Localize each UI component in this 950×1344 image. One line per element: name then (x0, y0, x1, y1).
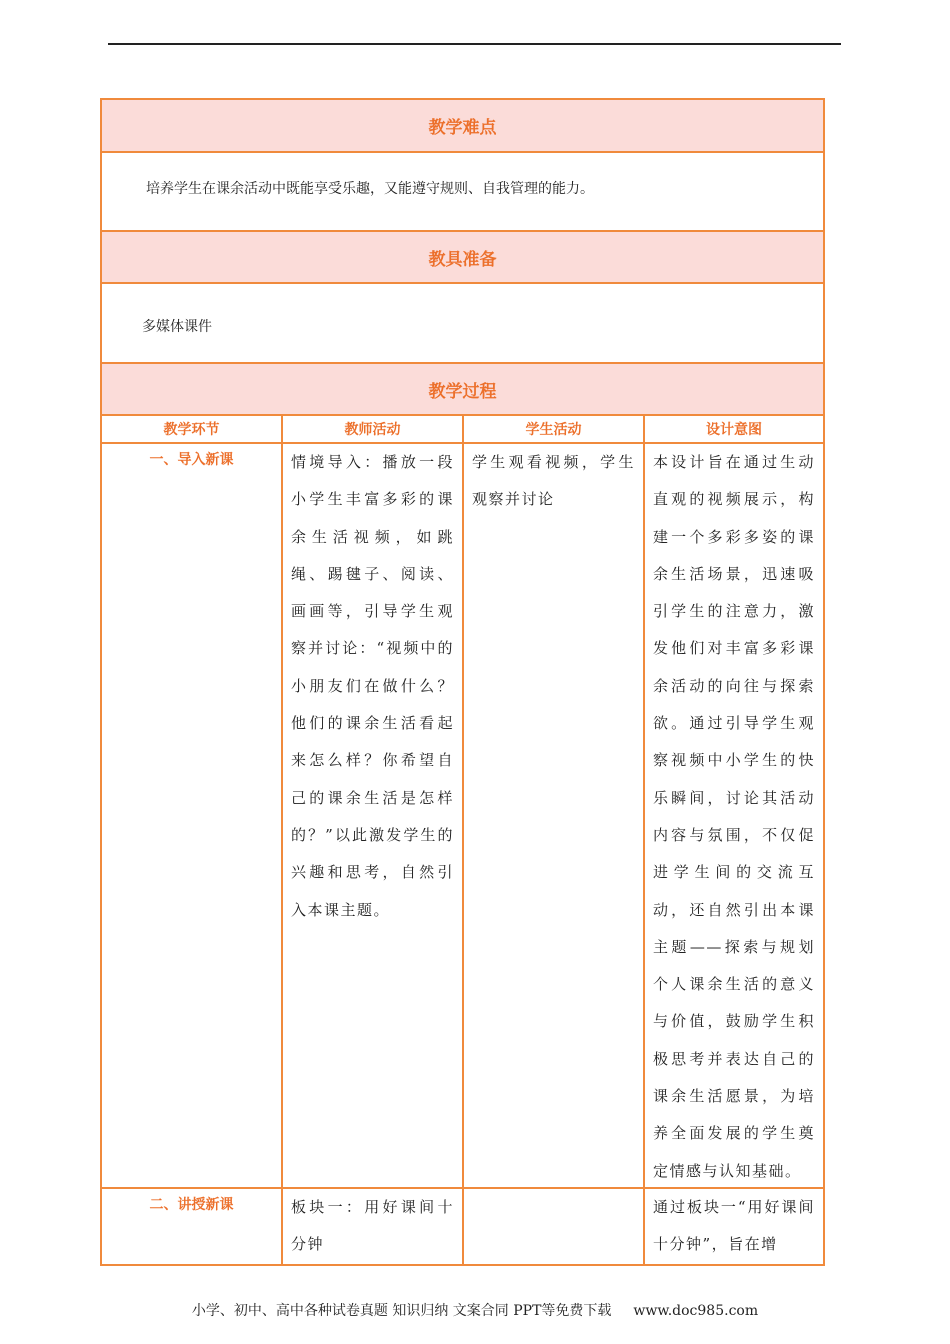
section-title-difficulty: 教学难点 (102, 100, 823, 153)
difficulty-text: 培养学生在课余活动中既能享受乐趣，又能遵守规则、自我管理的能力。 (102, 153, 823, 232)
lesson-plan-table (100, 98, 825, 1266)
design-intent-cell: 本设计旨在通过生动直观的视频展示，构建一个多彩多姿的课余生活场景，迅速吸引学生的注意力，激发他们对丰富多彩课余活动的向往与探索欲。通过引导学生观察视频中小学生的快乐瞬间，讨论其活动内容与氛围，不仅促进学生间的交流互动，还自然引出本课主题——探索与规划个人课余生活的意义与价值，鼓励学生积极思考并表达自己的课余生活愿景，为培养全面发展的学生奠定情感与认知基础。 (645, 444, 823, 1189)
stage-cell: 一、导入新课 (102, 444, 283, 1189)
student-activity-cell (464, 1189, 645, 1264)
section-title-materials: 教具准备 (102, 232, 823, 284)
teacher-activity-cell: 情境导入：播放一段小学生丰富多彩的课余生活视频，如跳绳、踢毽子、阅读、画画等，引导学生观察并讨论：“视频中的小朋友们在做什么？他们的课余生活看起来怎么样？你希望自己的课余生活是怎样的？”以此激发学生的兴趣和思考，自然引入本课主题。 (283, 444, 464, 1189)
column-header-intent: 设计意图 (645, 416, 823, 444)
section-title-process: 教学过程 (102, 364, 823, 416)
stage-cell: 二、讲授新课 (102, 1189, 283, 1264)
footer-text: 小学、初中、高中各种试卷真题 知识归纳 文案合同 PPT等免费下载 (191, 1303, 612, 1319)
student-activity-cell: 学生观看视频，学生观察并讨论 (464, 444, 645, 1189)
column-header-teacher: 教师活动 (283, 416, 464, 444)
table-row (102, 444, 823, 1189)
teacher-activity-cell: 板块一：用好课间十分钟 (283, 1189, 464, 1264)
page-footer (0, 1300, 950, 1320)
column-header-student: 学生活动 (464, 416, 645, 444)
footer-url[interactable]: www.doc985.com (633, 1303, 759, 1319)
table-row (102, 1189, 823, 1264)
materials-text: 多媒体课件 (102, 284, 823, 364)
design-intent-cell: 通过板块一“用好课间十分钟”，旨在增 (653, 1198, 815, 1254)
header-rule (108, 43, 841, 45)
column-header-stage: 教学环节 (102, 416, 283, 444)
process-header-row (102, 416, 823, 444)
